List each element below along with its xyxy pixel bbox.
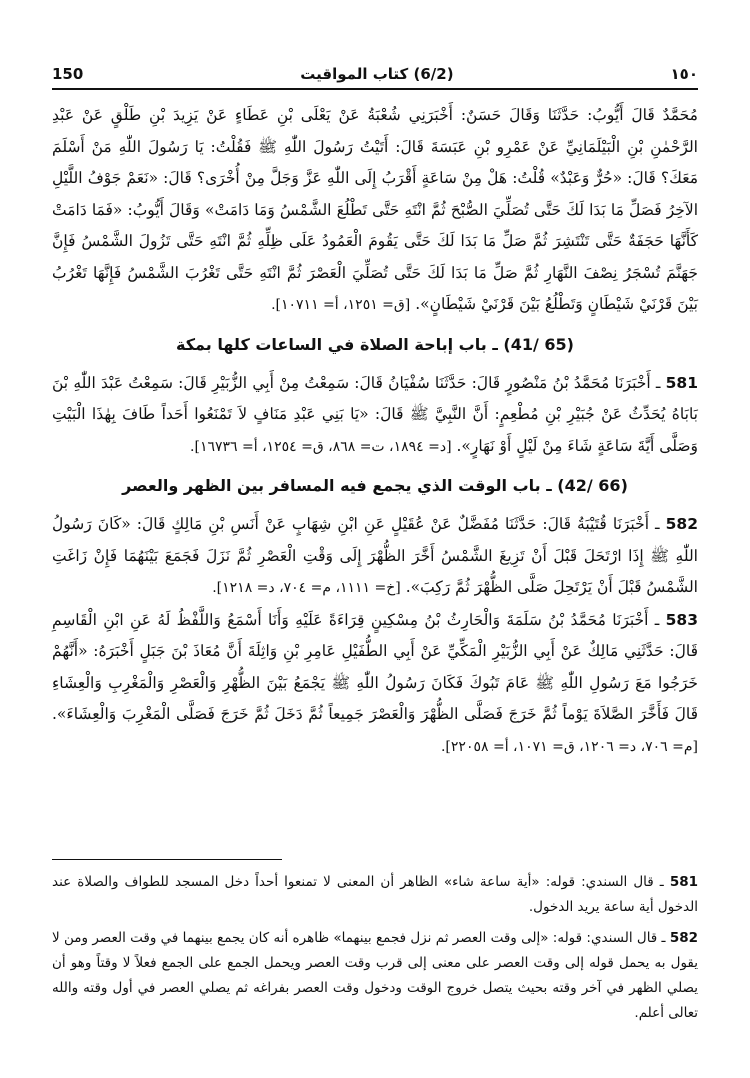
hadith-582 — [52, 509, 698, 605]
hadith-580-ref: [ق= ١٢٥١، أ= ١٠٧١١]. — [271, 297, 411, 313]
footnote-581-number: 581 — [669, 874, 698, 890]
footnote-582-text: ـ قال السندي: قوله: «إلى وقت العصر ثم نزل فجمع بينهما» ظاهره أنه كان يجمع بينهما في وقت العصر ومن لا يقول به يحمل قوله إلى وقت العصر على معنى إلى قرب وقت العصر ويحمل الجمع على الجمع فعلاً لا وقتاً وهو أن يصلي الظهر في آخر وقته بحيث يتصل خروج الوقت ودخول وقت العصر بفراغه ثم يصلي العصر في أول وقته والله تعالى أعلم. — [52, 930, 698, 1021]
footnote-581-text: ـ قال السندي: قوله: «أية ساعة شاء» الظاهر أن المعنى لا تمنعوا أحداً دخل المسجد للطواف والصلاة عند الدخول أية ساعة يريد الدخول. — [52, 874, 698, 915]
footnote-582 — [52, 926, 698, 1026]
footnote-581 — [52, 870, 698, 920]
page-number-arabic: ١٥٠ — [670, 65, 698, 83]
hadith-580 — [52, 100, 698, 322]
page-number-latin: 150 — [52, 65, 84, 83]
footnotes — [52, 870, 698, 1032]
hadith-581-text: ـ أَخْبَرَنَا مُحَمَّدُ بْنُ مَنْصُورٍ قَالَ: حَدَّثَنَا سُفْيَانُ قَالَ: سَمِعْتُ مِنْ أَبِي الزُّبَيْرِ قَالَ: سَمِعْتُ عَبْدَ اللّٰهِ بْنَ بَابَاهُ يُحَدِّثُ عَنْ جُبَيْرِ بْنِ مُطْعِمٍ: أَنَّ النَّبِيَّ ﷺ قَالَ: «يَا بَنِي عَبْدِ مَنَافٍ لاَ تَمْنَعُوا أَحَداً طَافَ بِهٰذَا الْبَيْتِ وَصَلَّى أَيَّةَ سَاعَةٍ شَاءَ مِنْ لَيْلٍ أَوْ نَهَارٍ». — [52, 373, 698, 455]
hadith-582-ref: [خ= ١١١١، م= ٧٠٤، د= ١٢١٨]. — [212, 580, 401, 596]
chapter-heading-65: (65 /41) ـ باب إباحة الصلاة في الساعات كلها بمكة — [176, 334, 574, 354]
hadith-580-text: مُحَمَّدٌ قَالَ أَيُّوبُ: حَدَّثَنَا وَقَالَ حَسَنٌ: أَخْبَرَنِي شُعْبَةُ عَنْ يَعْلَى بْنِ عَطَاءٍ عَنْ يَزِيدَ بْنِ طَلْقٍ عَنْ عَبْدِ الرَّحْمٰنِ بْنِ الْبَيْلَمَانِيِّ عَنْ عَمْرِو بْنِ عَبَسَةَ قَالَ: أَتَيْتُ رَسُولَ اللّٰهِ ﷺ فَقُلْتُ: يَا رَسُولَ اللّٰهِ مَنْ أَسْلَمَ مَعَكَ؟ قَالَ: «حُرٌّ وَعَبْدٌ» قُلْتُ: هَلْ مِنْ سَاعَةٍ أَقْرَبُ إِلَى اللّٰهِ عَزَّ وَجَلَّ مِنْ أُخْرَى؟ قَالَ: «نَعَمْ جَوْفُ اللَّيْلِ الآخِرُ فَصَلِّ مَا بَدَا لَكَ حَتَّى تُصَلِّيَ الصُّبْحَ ثُمَّ انْتَهِ حَتَّى تَطْلُعَ الشَّمْسُ وَمَا دَامَتْ» وَقَالَ أَيُّوبُ: «فَمَا دَامَتْ كَأَنَّهَا حَجَفَةٌ حَتَّى تَنْتَشِرَ ثُمَّ صَلِّ مَا بَدَا لَكَ حَتَّى يَقُومَ الْعَمُودُ عَلَى ظِلِّهِ ثُمَّ انْتَهِ حَتَّى تَزُولَ الشَّمْسُ فَإِنَّ جَهَنَّمَ تُسْجَرُ نِصْفَ النَّهَارِ ثُمَّ صَلِّ مَا بَدَا لَكَ حَتَّى تُصَلِّيَ الْعَصْرَ ثُمَّ انْتَهِ حَتَّى تَغْرُبَ الشَّمْسُ فَإِنَّهَا تَغْرُبُ بَيْنَ قَرْنَيْ شَيْطَانٍ وَتَطْلُعُ بَيْنَ قَرْنَيْ شَيْطَانٍ». — [52, 106, 698, 313]
hadith-581 — [52, 368, 698, 464]
hadith-582-text: ـ أَخْبَرَنَا قُتَيْبَةُ قَالَ: حَدَّثَنَا مُفَضَّلٌ عَنْ عُقَيْلٍ عَنِ ابْنِ شِهَابٍ عَنْ أَنَسِ بْنِ مَالِكٍ قَالَ: «كَانَ رَسُولُ اللّٰهِ ﷺ إِذَا ارْتَحَلَ قَبْلَ أَنْ تَزِيغَ الشَّمْسُ أَخَّرَ الظُّهْرَ إِلَى وَقْتِ الْعَصْرِ ثُمَّ نَزَلَ فَجَمَعَ بَيْنَهُمَا فَإِنْ زَاغَتِ الشَّمْسُ قَبْلَ أَنْ يَرْتَحِلَ صَلَّى الظُّهْرَ ثُمَّ رَكِبَ». — [52, 515, 698, 596]
hadith-583-ref: [م= ٧٠٦، د= ١٢٠٦، ق= ١٠٧١، أ= ٢٢٠٥٨]. — [440, 738, 698, 755]
chapter-heading-66: (66 /42) ـ باب الوقت الذي يجمع فيه المسافر بين الظهر والعصر — [122, 476, 628, 495]
page-header — [52, 60, 698, 90]
footnote-separator — [52, 859, 282, 860]
running-title: (6/2) كتاب المواقيت — [300, 65, 454, 83]
hadith-583-text: ـ أَخْبَرَنَا مُحَمَّدُ بْنُ سَلَمَةَ وَالْحَارِثُ بْنُ مِسْكِينٍ قِرَاءَةً عَلَيْهِ وَأَنَا أَسْمَعُ وَاللَّفْظُ لَهُ عَنِ ابْنِ الْقَاسِمِ قَالَ: حَدَّثَنِي مَالِكٌ عَنْ أَبِي الزُّبَيْرِ الْمَكِّيِّ عَنْ أَبِي الطُّفَيْلِ عَامِرِ بْنِ وَاثِلَةَ أَنَّ مُعَاذَ بْنَ جَبَلٍ أَخْبَرَهُ: «أَنَّهُمْ خَرَجُوا مَعَ رَسُولِ اللّٰهِ ﷺ عَامَ تَبُوكَ فَكَانَ رَسُولُ اللّٰهِ ﷺ يَجْمَعُ بَيْنَ الظُّهْرِ وَالْعَصْرِ وَالْمَغْرِبِ وَالْعِشَاءِ قَالَ فَأَخَّرَ الصَّلاَةَ يَوْماً ثُمَّ خَرَجَ فَصَلَّى الظُّهْرَ وَالْعَصْرَ جَمِيعاً ثُمَّ دَخَلَ ثُمَّ خَرَجَ فَصَلَّى الْمَغْرِبَ وَالْعِشَاءَ». — [52, 610, 698, 723]
main-text — [52, 100, 698, 763]
hadith-583-number: 583 — [665, 610, 698, 629]
hadith-583 — [52, 605, 698, 764]
footnote-582-number: 582 — [669, 930, 698, 946]
hadith-582-number: 582 — [665, 515, 698, 533]
hadith-581-ref: [د= ١٨٩٤، ت= ٨٦٨، ق= ١٢٥٤، أ= ١٦٧٣٦]. — [190, 438, 452, 455]
hadith-581-number: 581 — [665, 373, 698, 392]
